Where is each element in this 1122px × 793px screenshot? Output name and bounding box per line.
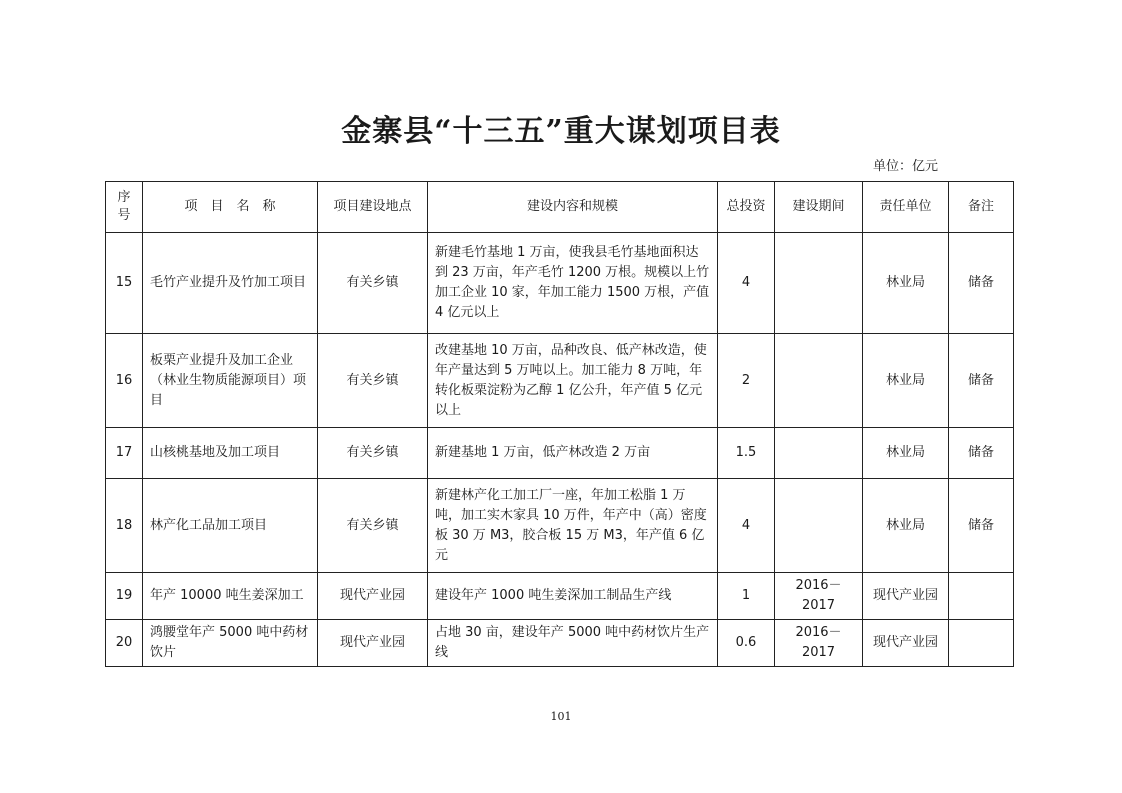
cell-location: 有关乡镇 — [318, 233, 428, 334]
cell-location: 有关乡镇 — [318, 428, 428, 479]
cell-name: 鸿腰堂年产 5000 吨中药材饮片 — [143, 620, 318, 667]
cell-no: 15 — [106, 233, 143, 334]
cell-location: 有关乡镇 — [318, 334, 428, 428]
table-row — [106, 479, 1014, 573]
cell-remark: 储备 — [949, 479, 1014, 573]
cell-remark — [949, 620, 1014, 667]
cell-investment: 4 — [718, 479, 775, 573]
cell-content: 新建毛竹基地 1 万亩，使我县毛竹基地面积达到 23 万亩，年产毛竹 1200 万根。规模以上竹加工企业 10 家，年加工能力 1500 万根，产值 4 亿元以上 — [428, 233, 718, 334]
cell-period — [775, 479, 863, 573]
cell-no: 20 — [106, 620, 143, 667]
header-period: 建设期间 — [775, 182, 863, 233]
cell-content: 占地 30 亩，建设年产 5000 吨中药材饮片生产线 — [428, 620, 718, 667]
cell-owner: 林业局 — [863, 428, 949, 479]
cell-remark: 储备 — [949, 233, 1014, 334]
cell-period — [775, 428, 863, 479]
cell-remark: 储备 — [949, 334, 1014, 428]
cell-content: 改建基地 10 万亩，品种改良、低产林改造，使年产量达到 5 万吨以上。加工能力 8 万吨，年转化板栗淀粉为乙醇 1 亿公升，年产值 5 亿元以上 — [428, 334, 718, 428]
cell-period: 2016－2017 — [775, 620, 863, 667]
cell-period — [775, 233, 863, 334]
header-remark: 备注 — [949, 182, 1014, 233]
table-row — [106, 428, 1014, 479]
cell-remark — [949, 573, 1014, 620]
cell-owner: 林业局 — [863, 479, 949, 573]
table-header-row — [106, 182, 1014, 233]
cell-name: 山核桃基地及加工项目 — [143, 428, 318, 479]
cell-owner: 现代产业园 — [863, 573, 949, 620]
page-title: 金寨县“十三五”重大谋划项目表 — [341, 114, 781, 149]
cell-content: 建设年产 1000 吨生姜深加工制品生产线 — [428, 573, 718, 620]
cell-location: 有关乡镇 — [318, 479, 428, 573]
cell-name: 板栗产业提升及加工企业（林业生物质能源项目）项目 — [143, 334, 318, 428]
cell-no: 19 — [106, 573, 143, 620]
cell-owner: 现代产业园 — [863, 620, 949, 667]
cell-investment: 0.6 — [718, 620, 775, 667]
cell-content: 新建基地 1 万亩，低产林改造 2 万亩 — [428, 428, 718, 479]
cell-investment: 1.5 — [718, 428, 775, 479]
header-location: 项目建设地点 — [318, 182, 428, 233]
header-no: 序号 — [106, 182, 143, 233]
cell-period — [775, 334, 863, 428]
header-owner: 责任单位 — [863, 182, 949, 233]
table-row — [106, 620, 1014, 667]
cell-investment: 2 — [718, 334, 775, 428]
cell-owner: 林业局 — [863, 334, 949, 428]
cell-no: 18 — [106, 479, 143, 573]
cell-period: 2016－2017 — [775, 573, 863, 620]
unit-label: 单位：亿元 — [873, 159, 939, 174]
header-content: 建设内容和规模 — [428, 182, 718, 233]
cell-location: 现代产业园 — [318, 620, 428, 667]
cell-location: 现代产业园 — [318, 573, 428, 620]
cell-name: 毛竹产业提升及竹加工项目 — [143, 233, 318, 334]
cell-remark: 储备 — [949, 428, 1014, 479]
page-number: 101 — [550, 710, 572, 723]
table-row — [106, 334, 1014, 428]
cell-owner: 林业局 — [863, 233, 949, 334]
cell-content: 新建林产化工加工厂一座，年加工松脂 1 万吨，加工实木家具 10 万件，年产中（高）密度板 30 万 M3，胶合板 15 万 M3，年产值 6 亿元 — [428, 479, 718, 573]
table-row — [106, 573, 1014, 620]
cell-investment: 4 — [718, 233, 775, 334]
cell-name: 林产化工品加工项目 — [143, 479, 318, 573]
cell-no: 17 — [106, 428, 143, 479]
cell-no: 16 — [106, 334, 143, 428]
project-table — [105, 181, 1014, 667]
table-row — [106, 233, 1014, 334]
cell-investment: 1 — [718, 573, 775, 620]
header-name: 项 目 名 称 — [143, 182, 318, 233]
header-investment: 总投资 — [718, 182, 775, 233]
cell-name: 年产 10000 吨生姜深加工 — [143, 573, 318, 620]
